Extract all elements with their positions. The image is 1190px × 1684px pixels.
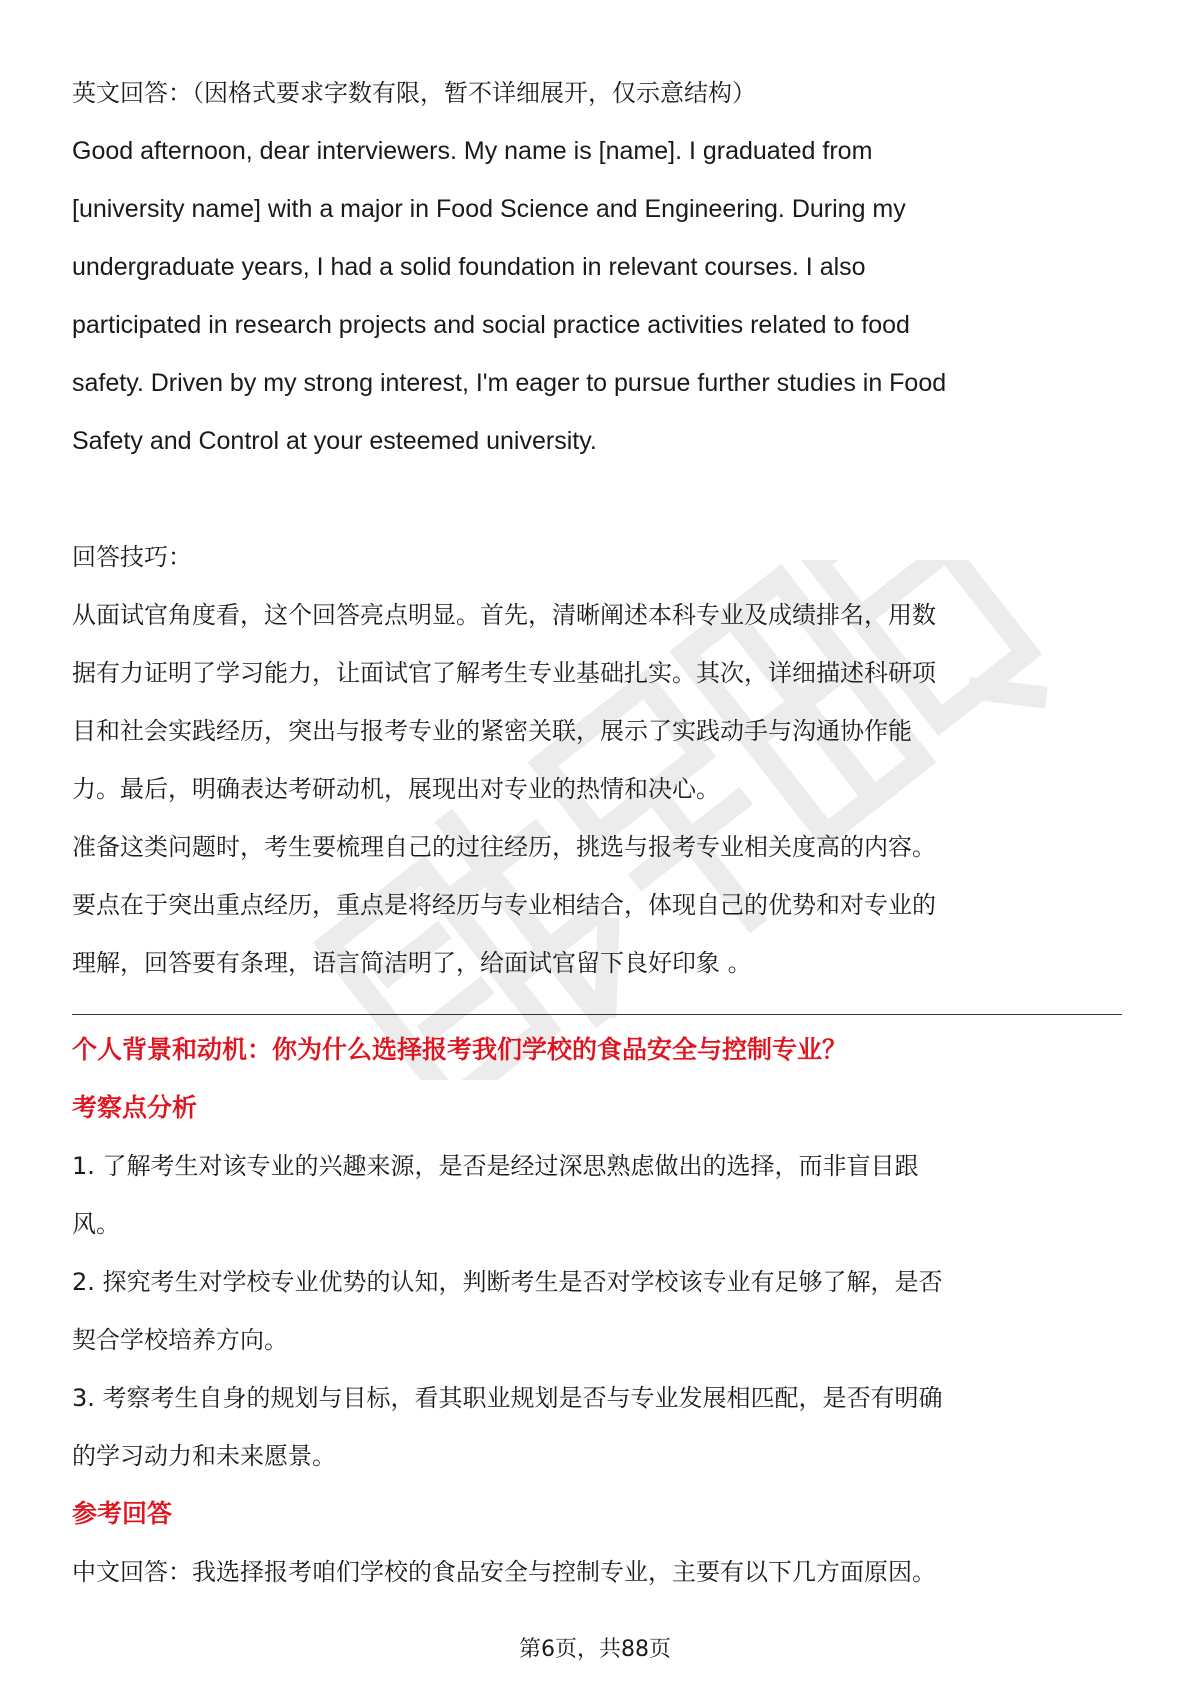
english-answer-heading: 英文回答：（因格式要求字数有限，暂不详细展开，仅示意结构） xyxy=(72,79,756,107)
analysis-line: 2. 探究考生对学校专业优势的认知，判断考生是否对学校该专业有足够了解，是否 xyxy=(72,1268,943,1296)
analysis-line: 的学习动力和未来愿景。 xyxy=(72,1442,336,1470)
english-line: Good afternoon, dear interviewers. My name is [name]. I graduated from xyxy=(72,137,873,165)
english-line: [university name] with a major in Food Science and Engineering. During my xyxy=(72,195,906,223)
page-number: 第6页，共88页 xyxy=(519,1637,671,1662)
tips-heading: 回答技巧： xyxy=(72,543,192,571)
analysis-line: 契合学校培养方向。 xyxy=(72,1326,288,1354)
analysis-block xyxy=(72,1137,1122,1485)
tips-line: 目和社会实践经历，突出与报考专业的紧密关联，展示了实践动手与沟通协作能 xyxy=(72,717,912,745)
analysis-line: 1. 了解考生对该专业的兴趣来源，是否是经过深思熟虑做出的选择，而非盲目跟 xyxy=(72,1152,919,1180)
analysis-line: 3. 考察考生自身的规划与目标，看其职业规划是否与专业发展相匹配，是否有明确 xyxy=(72,1384,943,1412)
tips-line: 要点在于突出重点经历，重点是将经历与专业相结合，体现自己的优势和对专业的 xyxy=(72,891,936,919)
tips-line: 准备这类问题时，考生要梳理自己的过往经历，挑选与报考专业相关度高的内容。 xyxy=(72,833,936,861)
tips-line: 力。最后，明确表达考研动机，展现出对专业的热情和决心。 xyxy=(72,775,720,803)
reference-line: 中文回答：我选择报考咱们学校的食品安全与控制专业，主要有以下几方面原因。 xyxy=(72,1558,936,1586)
tips-line: 从面试官角度看，这个回答亮点明显。首先，清晰阐述本科专业及成绩排名，用数 xyxy=(72,601,936,629)
section-divider xyxy=(72,1014,1122,1015)
document-body xyxy=(72,64,1122,1601)
english-answer-block xyxy=(72,122,1122,470)
question-title: 个人背景和动机：你为什么选择报考我们学校的食品安全与控制专业？ xyxy=(72,1035,848,1064)
english-line: safety. Driven by my strong interest, I'm eager to pursue further studies in Food xyxy=(72,369,947,397)
tips-line: 理解，回答要有条理，语言简洁明了，给面试官留下良好印象 。 xyxy=(72,949,752,977)
analysis-line: 风。 xyxy=(72,1210,120,1238)
english-line: Safety and Control at your esteemed university. xyxy=(72,427,597,455)
tips-line: 据有力证明了学习能力，让面试官了解考生专业基础扎实。其次，详细描述科研项 xyxy=(72,659,936,687)
analysis-heading: 考察点分析 xyxy=(72,1093,198,1122)
reference-heading: 参考回答 xyxy=(72,1499,173,1528)
spacer xyxy=(72,470,1122,528)
tips-block xyxy=(72,586,1122,992)
english-line: undergraduate years, I had a solid foundation in relevant courses. I also xyxy=(72,253,866,281)
english-line: participated in research projects and social practice activities related to food xyxy=(72,311,910,339)
